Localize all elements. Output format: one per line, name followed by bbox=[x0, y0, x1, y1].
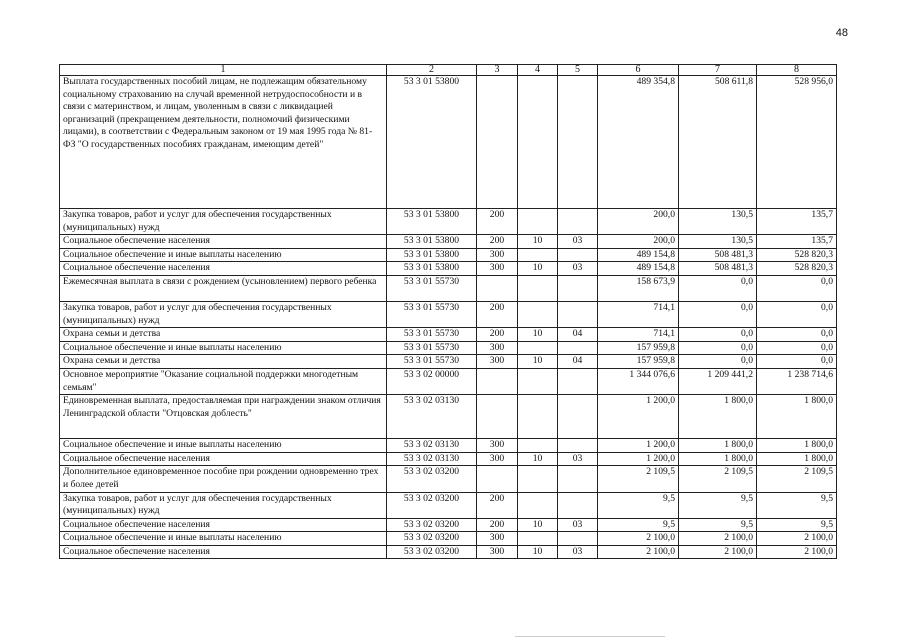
row-value-year1: 1 344 076,6 bbox=[598, 368, 679, 394]
row-section bbox=[518, 275, 558, 301]
row-code: 53 3 01 53800 bbox=[387, 262, 477, 276]
row-code: 53 3 01 53800 bbox=[387, 235, 477, 249]
row-code: 53 3 02 03130 bbox=[387, 395, 477, 439]
table-row bbox=[60, 76, 837, 209]
row-subsection bbox=[558, 466, 598, 492]
row-code: 53 3 01 53800 bbox=[387, 248, 477, 262]
row-expense-type: 300 bbox=[477, 355, 518, 369]
table-body bbox=[60, 76, 837, 559]
row-name: Социальное обеспечение и иные выплаты населению bbox=[60, 532, 387, 546]
row-code: 53 3 02 03130 bbox=[387, 452, 477, 466]
row-expense-type: 300 bbox=[477, 532, 518, 546]
row-value-year3: 1 800,0 bbox=[757, 439, 837, 453]
row-value-year1: 158 673,9 bbox=[598, 275, 679, 301]
row-section: 10 bbox=[518, 518, 558, 532]
row-subsection bbox=[558, 368, 598, 394]
table-row bbox=[60, 341, 837, 355]
row-value-year1: 1 200,0 bbox=[598, 452, 679, 466]
row-name: Ежемесячная выплата в связи с рождением (усыновлением) первого ребенка bbox=[60, 275, 387, 301]
row-subsection bbox=[558, 492, 598, 518]
row-value-year2: 1 800,0 bbox=[679, 439, 757, 453]
table-row bbox=[60, 439, 837, 453]
row-value-year2: 2 100,0 bbox=[679, 545, 757, 559]
row-code: 53 3 02 03200 bbox=[387, 532, 477, 546]
row-section bbox=[518, 492, 558, 518]
row-code: 53 3 02 03200 bbox=[387, 545, 477, 559]
column-header: 2 bbox=[387, 65, 477, 76]
row-value-year1: 714,1 bbox=[598, 328, 679, 342]
row-value-year3: 0,0 bbox=[757, 275, 837, 301]
row-subsection: 03 bbox=[558, 262, 598, 276]
row-expense-type: 200 bbox=[477, 492, 518, 518]
row-value-year3: 0,0 bbox=[757, 301, 837, 327]
row-name: Охрана семьи и детства bbox=[60, 328, 387, 342]
column-header: 4 bbox=[518, 65, 558, 76]
row-code: 53 3 01 55730 bbox=[387, 341, 477, 355]
table-row bbox=[60, 532, 837, 546]
scan-edge bbox=[515, 636, 665, 641]
row-name: Единовременная выплата, предоставляемая при награждении знаком отличия Ленинградской области "Отцовская доблесть" bbox=[60, 395, 387, 439]
row-value-year2: 0,0 bbox=[679, 328, 757, 342]
row-value-year1: 157 959,8 bbox=[598, 341, 679, 355]
table-row bbox=[60, 518, 837, 532]
row-section: 10 bbox=[518, 452, 558, 466]
row-value-year3: 1 800,0 bbox=[757, 395, 837, 439]
row-expense-type: 200 bbox=[477, 301, 518, 327]
table-row bbox=[60, 368, 837, 394]
row-section bbox=[518, 466, 558, 492]
row-section bbox=[518, 248, 558, 262]
table-row bbox=[60, 328, 837, 342]
column-header: 5 bbox=[558, 65, 598, 76]
row-name: Социальное обеспечение и иные выплаты населению bbox=[60, 439, 387, 453]
row-value-year3: 2 100,0 bbox=[757, 545, 837, 559]
row-value-year3: 135,7 bbox=[757, 235, 837, 249]
row-value-year2: 508 481,3 bbox=[679, 262, 757, 276]
row-name: Социальное обеспечение населения bbox=[60, 262, 387, 276]
row-section bbox=[518, 301, 558, 327]
row-value-year1: 200,0 bbox=[598, 235, 679, 249]
row-subsection bbox=[558, 532, 598, 546]
row-name: Закупка товаров, работ и услуг для обеспечения государственных (муниципальных) нужд bbox=[60, 492, 387, 518]
row-value-year3: 528 820,3 bbox=[757, 248, 837, 262]
row-name: Охрана семьи и детства bbox=[60, 355, 387, 369]
row-value-year2: 2 109,5 bbox=[679, 466, 757, 492]
column-header: 8 bbox=[757, 65, 837, 76]
row-value-year1: 1 200,0 bbox=[598, 439, 679, 453]
row-value-year3: 0,0 bbox=[757, 341, 837, 355]
page-number: 48 bbox=[835, 27, 848, 39]
row-name: Социальное обеспечение и иные выплаты населению bbox=[60, 248, 387, 262]
row-value-year1: 2 100,0 bbox=[598, 532, 679, 546]
column-number-row bbox=[60, 65, 837, 76]
row-subsection bbox=[558, 341, 598, 355]
column-header: 1 bbox=[60, 65, 387, 76]
row-value-year2: 130,5 bbox=[679, 235, 757, 249]
row-value-year2: 2 100,0 bbox=[679, 532, 757, 546]
budget-table bbox=[59, 64, 837, 559]
row-value-year2: 0,0 bbox=[679, 341, 757, 355]
row-value-year3: 9,5 bbox=[757, 492, 837, 518]
table-row bbox=[60, 248, 837, 262]
row-code: 53 3 02 03130 bbox=[387, 439, 477, 453]
row-value-year2: 508 611,8 bbox=[679, 76, 757, 209]
row-code: 53 3 01 55730 bbox=[387, 301, 477, 327]
row-value-year1: 714,1 bbox=[598, 301, 679, 327]
row-value-year3: 135,7 bbox=[757, 209, 837, 235]
row-subsection bbox=[558, 248, 598, 262]
row-value-year1: 9,5 bbox=[598, 518, 679, 532]
row-code: 53 3 01 53800 bbox=[387, 209, 477, 235]
row-expense-type: 200 bbox=[477, 209, 518, 235]
row-value-year3: 2 100,0 bbox=[757, 532, 837, 546]
row-value-year2: 1 209 441,2 bbox=[679, 368, 757, 394]
row-value-year2: 0,0 bbox=[679, 301, 757, 327]
row-section: 10 bbox=[518, 545, 558, 559]
row-expense-type bbox=[477, 368, 518, 394]
row-section bbox=[518, 209, 558, 235]
row-name: Социальное обеспечение населения bbox=[60, 518, 387, 532]
row-expense-type: 300 bbox=[477, 545, 518, 559]
row-section: 10 bbox=[518, 328, 558, 342]
table-row bbox=[60, 492, 837, 518]
row-value-year1: 200,0 bbox=[598, 209, 679, 235]
row-expense-type: 200 bbox=[477, 328, 518, 342]
row-value-year3: 2 109,5 bbox=[757, 466, 837, 492]
row-value-year1: 1 200,0 bbox=[598, 395, 679, 439]
row-name: Дополнительное единовременное пособие при рождении одновременно трех и более детей bbox=[60, 466, 387, 492]
row-subsection: 03 bbox=[558, 518, 598, 532]
row-value-year3: 1 800,0 bbox=[757, 452, 837, 466]
row-value-year2: 508 481,3 bbox=[679, 248, 757, 262]
row-code: 53 3 02 03200 bbox=[387, 492, 477, 518]
row-subsection: 03 bbox=[558, 452, 598, 466]
row-value-year2: 1 800,0 bbox=[679, 452, 757, 466]
table-row bbox=[60, 209, 837, 235]
row-expense-type bbox=[477, 466, 518, 492]
row-value-year2: 1 800,0 bbox=[679, 395, 757, 439]
row-subsection: 04 bbox=[558, 355, 598, 369]
row-value-year1: 2 109,5 bbox=[598, 466, 679, 492]
row-expense-type: 200 bbox=[477, 235, 518, 249]
row-value-year1: 489 354,8 bbox=[598, 76, 679, 209]
row-expense-type bbox=[477, 275, 518, 301]
row-name: Закупка товаров, работ и услуг для обеспечения государственных (муниципальных) нужд bbox=[60, 209, 387, 235]
row-expense-type: 300 bbox=[477, 439, 518, 453]
row-code: 53 3 01 55730 bbox=[387, 355, 477, 369]
row-subsection bbox=[558, 395, 598, 439]
column-header: 3 bbox=[477, 65, 518, 76]
row-expense-type: 300 bbox=[477, 341, 518, 355]
table-row bbox=[60, 275, 837, 301]
row-value-year2: 9,5 bbox=[679, 492, 757, 518]
row-section bbox=[518, 368, 558, 394]
row-value-year3: 528 956,0 bbox=[757, 76, 837, 209]
row-code: 53 3 01 53800 bbox=[387, 76, 477, 209]
row-value-year3: 0,0 bbox=[757, 328, 837, 342]
row-value-year1: 2 100,0 bbox=[598, 545, 679, 559]
row-code: 53 3 01 55730 bbox=[387, 275, 477, 301]
row-expense-type: 300 bbox=[477, 248, 518, 262]
row-section bbox=[518, 341, 558, 355]
table-row bbox=[60, 545, 837, 559]
row-value-year2: 0,0 bbox=[679, 275, 757, 301]
row-subsection bbox=[558, 275, 598, 301]
row-subsection: 03 bbox=[558, 545, 598, 559]
row-code: 53 3 02 03200 bbox=[387, 518, 477, 532]
row-name: Социальное обеспечение и иные выплаты населению bbox=[60, 341, 387, 355]
row-value-year1: 489 154,8 bbox=[598, 248, 679, 262]
row-subsection bbox=[558, 209, 598, 235]
column-header: 7 bbox=[679, 65, 757, 76]
row-name: Выплата государственных пособий лицам, не подлежащим обязательному социальному страхованию на случай временной нетрудоспособности и в связи с материнством, и лицам, уволенным в связи с ликвидацией организаций (прекращением деятельности, полномочий физическими лицами), в соответствии с Федеральным законом от 19 мая 1995 года № 81-ФЗ "О государственных пособиях гражданам, имеющим детей" bbox=[60, 76, 387, 209]
row-code: 53 3 02 03200 bbox=[387, 466, 477, 492]
row-section bbox=[518, 395, 558, 439]
row-subsection: 03 bbox=[558, 235, 598, 249]
row-name: Социальное обеспечение населения bbox=[60, 452, 387, 466]
row-name: Социальное обеспечение населения bbox=[60, 235, 387, 249]
row-section: 10 bbox=[518, 235, 558, 249]
table-row bbox=[60, 262, 837, 276]
row-section: 10 bbox=[518, 262, 558, 276]
column-header: 6 bbox=[598, 65, 679, 76]
row-subsection bbox=[558, 439, 598, 453]
row-expense-type: 300 bbox=[477, 452, 518, 466]
row-value-year3: 528 820,3 bbox=[757, 262, 837, 276]
row-value-year3: 0,0 bbox=[757, 355, 837, 369]
row-value-year3: 1 238 714,6 bbox=[757, 368, 837, 394]
table-row bbox=[60, 355, 837, 369]
row-expense-type: 200 bbox=[477, 518, 518, 532]
row-expense-type bbox=[477, 395, 518, 439]
row-section bbox=[518, 76, 558, 209]
row-name: Социальное обеспечение населения bbox=[60, 545, 387, 559]
row-code: 53 3 02 00000 bbox=[387, 368, 477, 394]
row-subsection bbox=[558, 76, 598, 209]
row-value-year2: 0,0 bbox=[679, 355, 757, 369]
row-name: Основное мероприятие "Оказание социальной поддержки многодетным семьям" bbox=[60, 368, 387, 394]
table-row bbox=[60, 466, 837, 492]
table-row bbox=[60, 301, 837, 327]
row-section bbox=[518, 439, 558, 453]
row-value-year3: 9,5 bbox=[757, 518, 837, 532]
row-value-year1: 157 959,8 bbox=[598, 355, 679, 369]
row-subsection bbox=[558, 301, 598, 327]
row-subsection: 04 bbox=[558, 328, 598, 342]
table-row bbox=[60, 395, 837, 439]
row-name: Закупка товаров, работ и услуг для обеспечения государственных (муниципальных) нужд bbox=[60, 301, 387, 327]
row-value-year1: 9,5 bbox=[598, 492, 679, 518]
row-section: 10 bbox=[518, 355, 558, 369]
table-row bbox=[60, 235, 837, 249]
row-value-year1: 489 154,8 bbox=[598, 262, 679, 276]
row-value-year2: 9,5 bbox=[679, 518, 757, 532]
row-expense-type bbox=[477, 76, 518, 209]
table-row bbox=[60, 452, 837, 466]
row-expense-type: 300 bbox=[477, 262, 518, 276]
row-value-year2: 130,5 bbox=[679, 209, 757, 235]
row-code: 53 3 01 55730 bbox=[387, 328, 477, 342]
row-section bbox=[518, 532, 558, 546]
